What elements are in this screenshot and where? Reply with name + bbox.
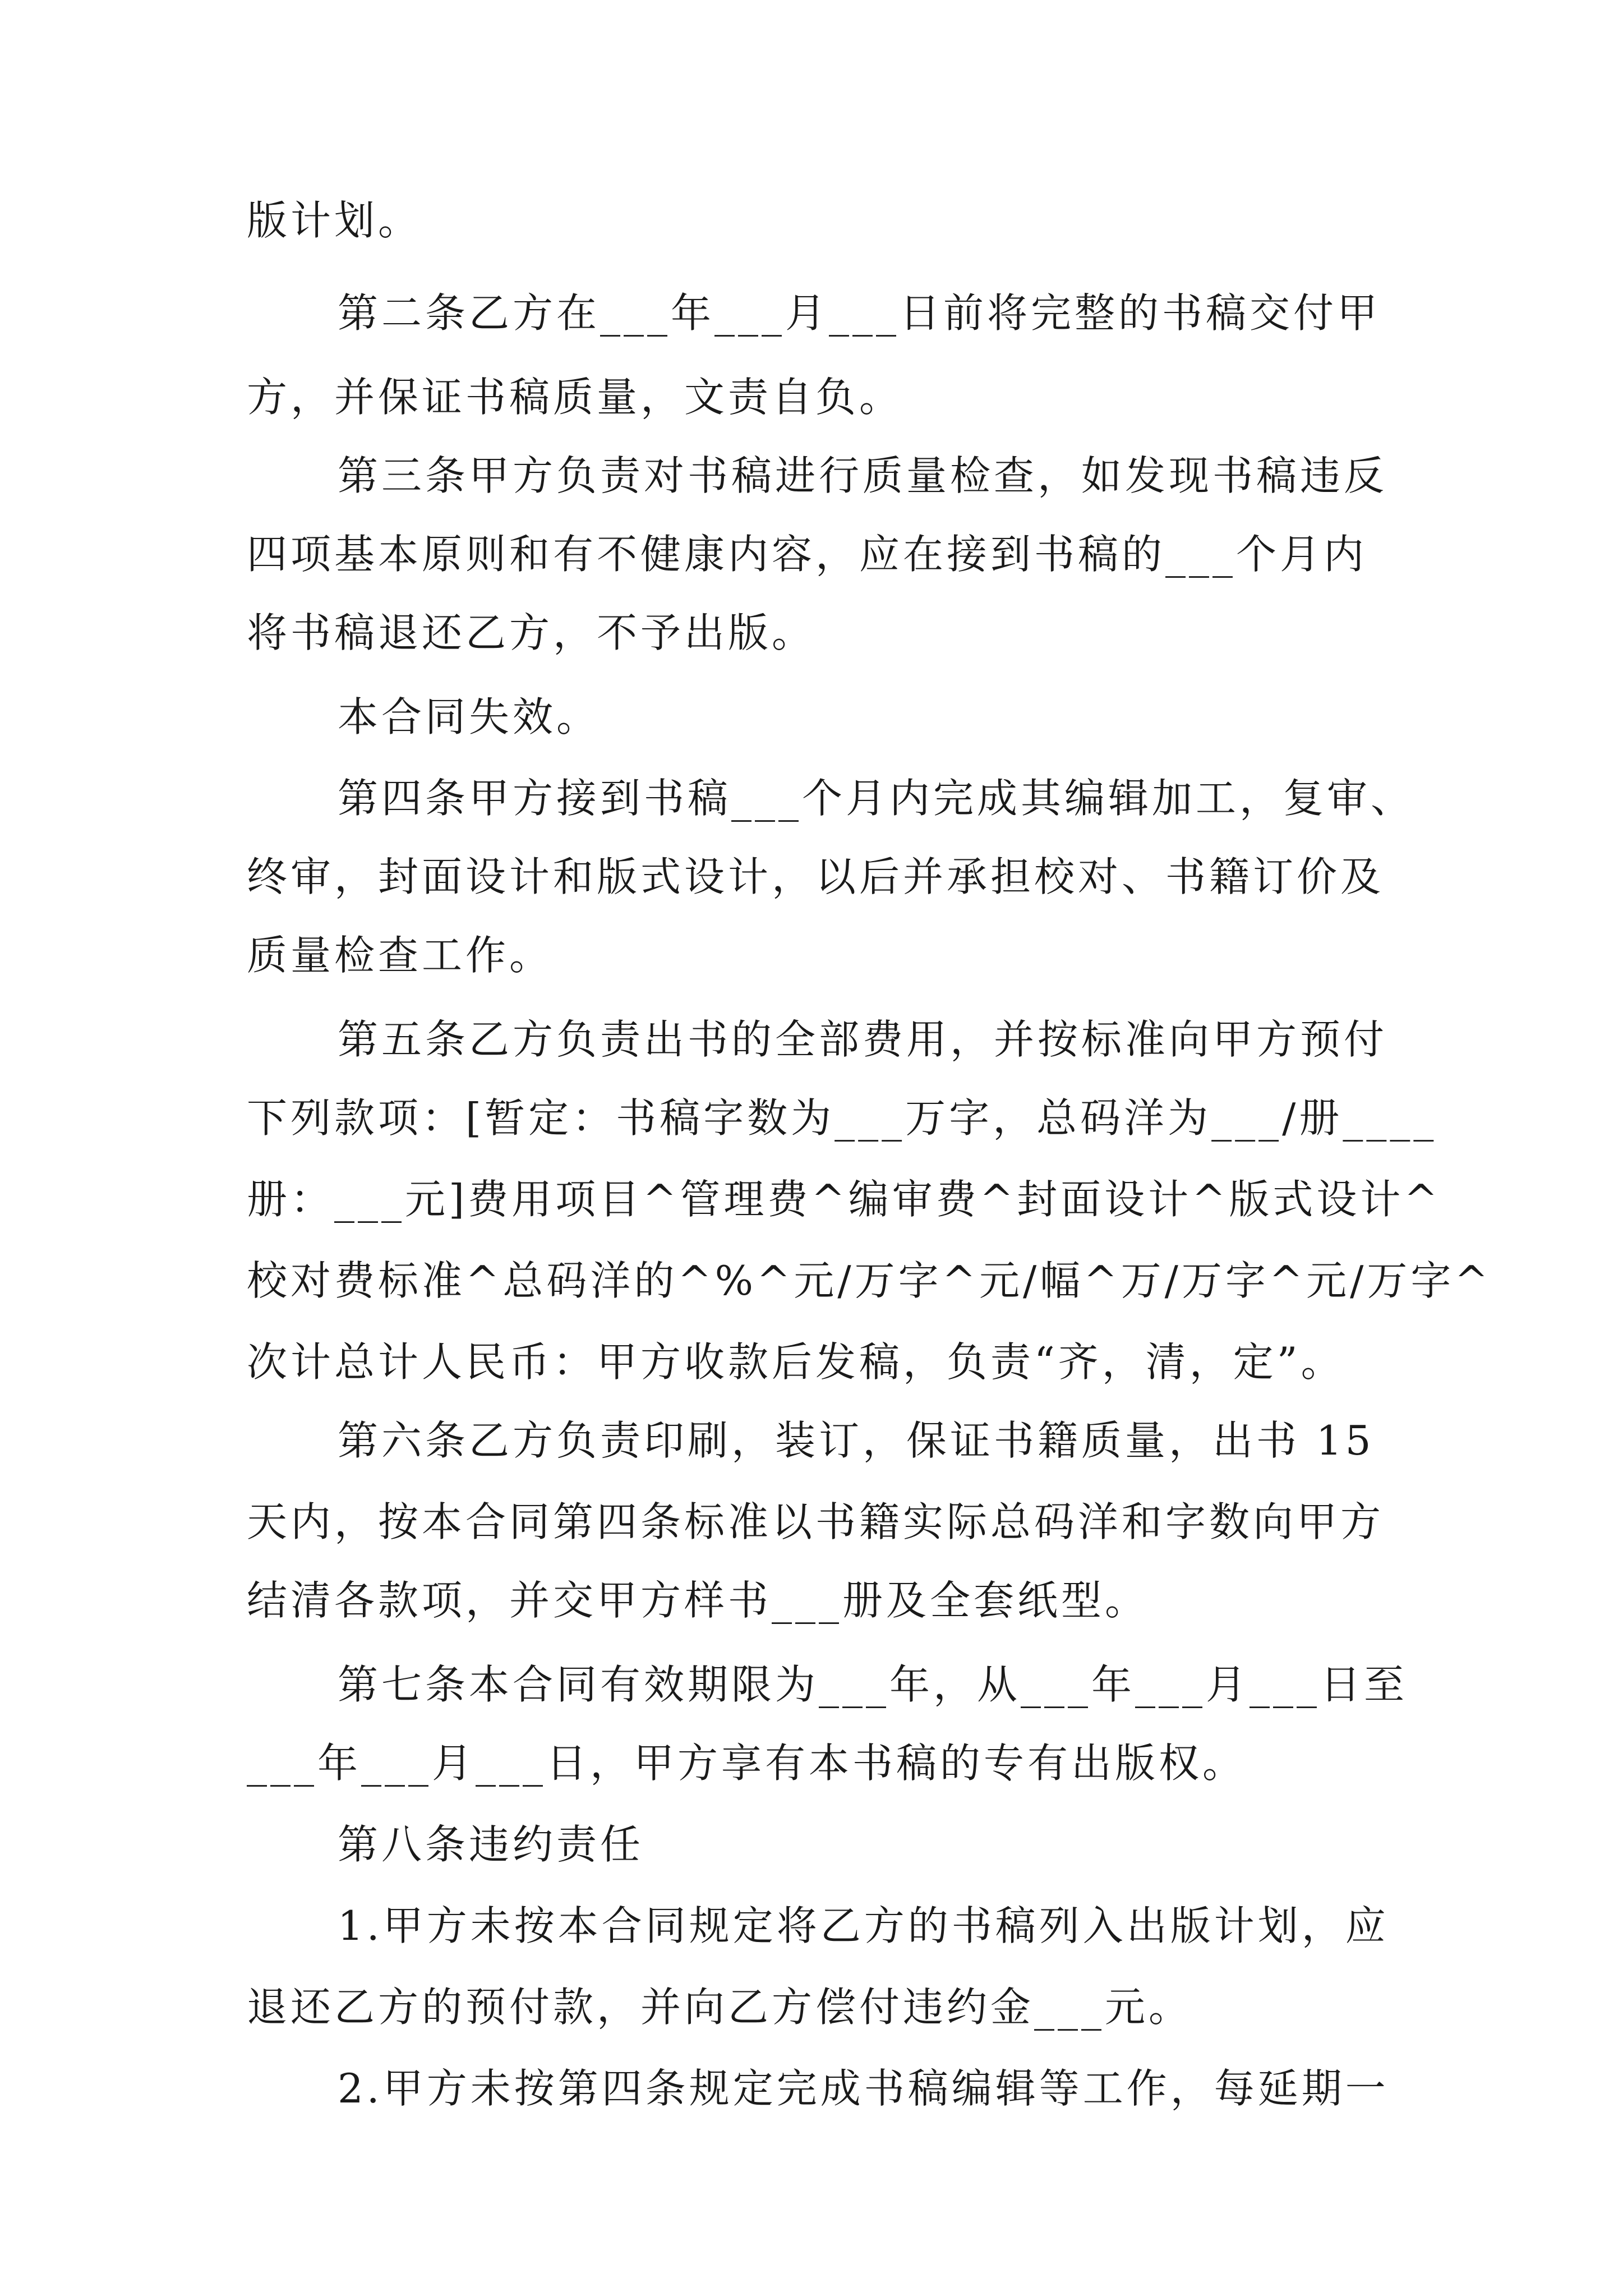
text-line-7: 本合同失效。	[338, 693, 601, 740]
text-line-13: 册：___元]费用项目^管理费^编审费^封面设计^版式设计^	[247, 1176, 1441, 1223]
text-line-24: 2.甲方未按第四条规定完成书稿编辑等工作，每延期一	[338, 2065, 1389, 2112]
text-line-9: 终审，封面设计和版式设计，以后并承担校对、书籍订价及	[247, 853, 1385, 900]
text-line-5: 四项基本原则和有不健康内容，应在接到书稿的___个月内	[247, 531, 1368, 578]
text-line-4: 第三条甲方负责对书稿进行质量检查，如发现书稿违反	[338, 452, 1388, 499]
text-line-15: 次计总计人民币：甲方收款后发稿，负责“齐，清，定”。	[247, 1338, 1345, 1386]
text-line-12: 下列款项：[暂定：书稿字数为___万字，总码洋为___/册____	[247, 1094, 1437, 1142]
text-line-19: 第七条本合同有效期限为___年，从___年___月___日至	[338, 1661, 1408, 1708]
text-line-11: 第五条乙方负责出书的全部费用，并按标准向甲方预付	[338, 1016, 1388, 1063]
text-line-6: 将书稿退还乙方，不予出版。	[247, 609, 816, 656]
text-line-2: 第二条乙方在___年___月___日前将完整的书稿交付甲	[338, 289, 1381, 337]
text-line-23: 退还乙方的预付款，并向乙方偿付违约金___元。	[247, 1984, 1193, 2031]
text-line-14: 校对费标准^总码洋的^%^元/万字^元/幅^万/万字^元/万字^	[247, 1257, 1492, 1304]
text-line-16: 第六条乙方负责印刷，装订，保证书籍质量，出书 15	[338, 1417, 1375, 1464]
text-line-8: 第四条甲方接到书稿___个月内完成其编辑加工，复审、	[338, 775, 1415, 822]
text-line-10: 质量检查工作。	[247, 932, 554, 979]
text-line-18: 结清各款项，并交甲方样书___册及全套纸型。	[247, 1577, 1149, 1624]
text-line-22: 1.甲方未按本合同规定将乙方的书稿列入出版计划，应	[338, 1902, 1389, 1949]
text-line-17: 天内，按本合同第四条标准以书籍实际总码洋和字数向甲方	[247, 1498, 1385, 1545]
text-line-21: 第八条违约责任	[338, 1821, 644, 1868]
text-line-20: ___年___月___日，甲方享有本书稿的专有出版权。	[247, 1740, 1247, 1787]
text-line-1: 版计划。	[247, 197, 422, 244]
text-line-3: 方，并保证书稿质量，文责自负。	[247, 374, 903, 421]
